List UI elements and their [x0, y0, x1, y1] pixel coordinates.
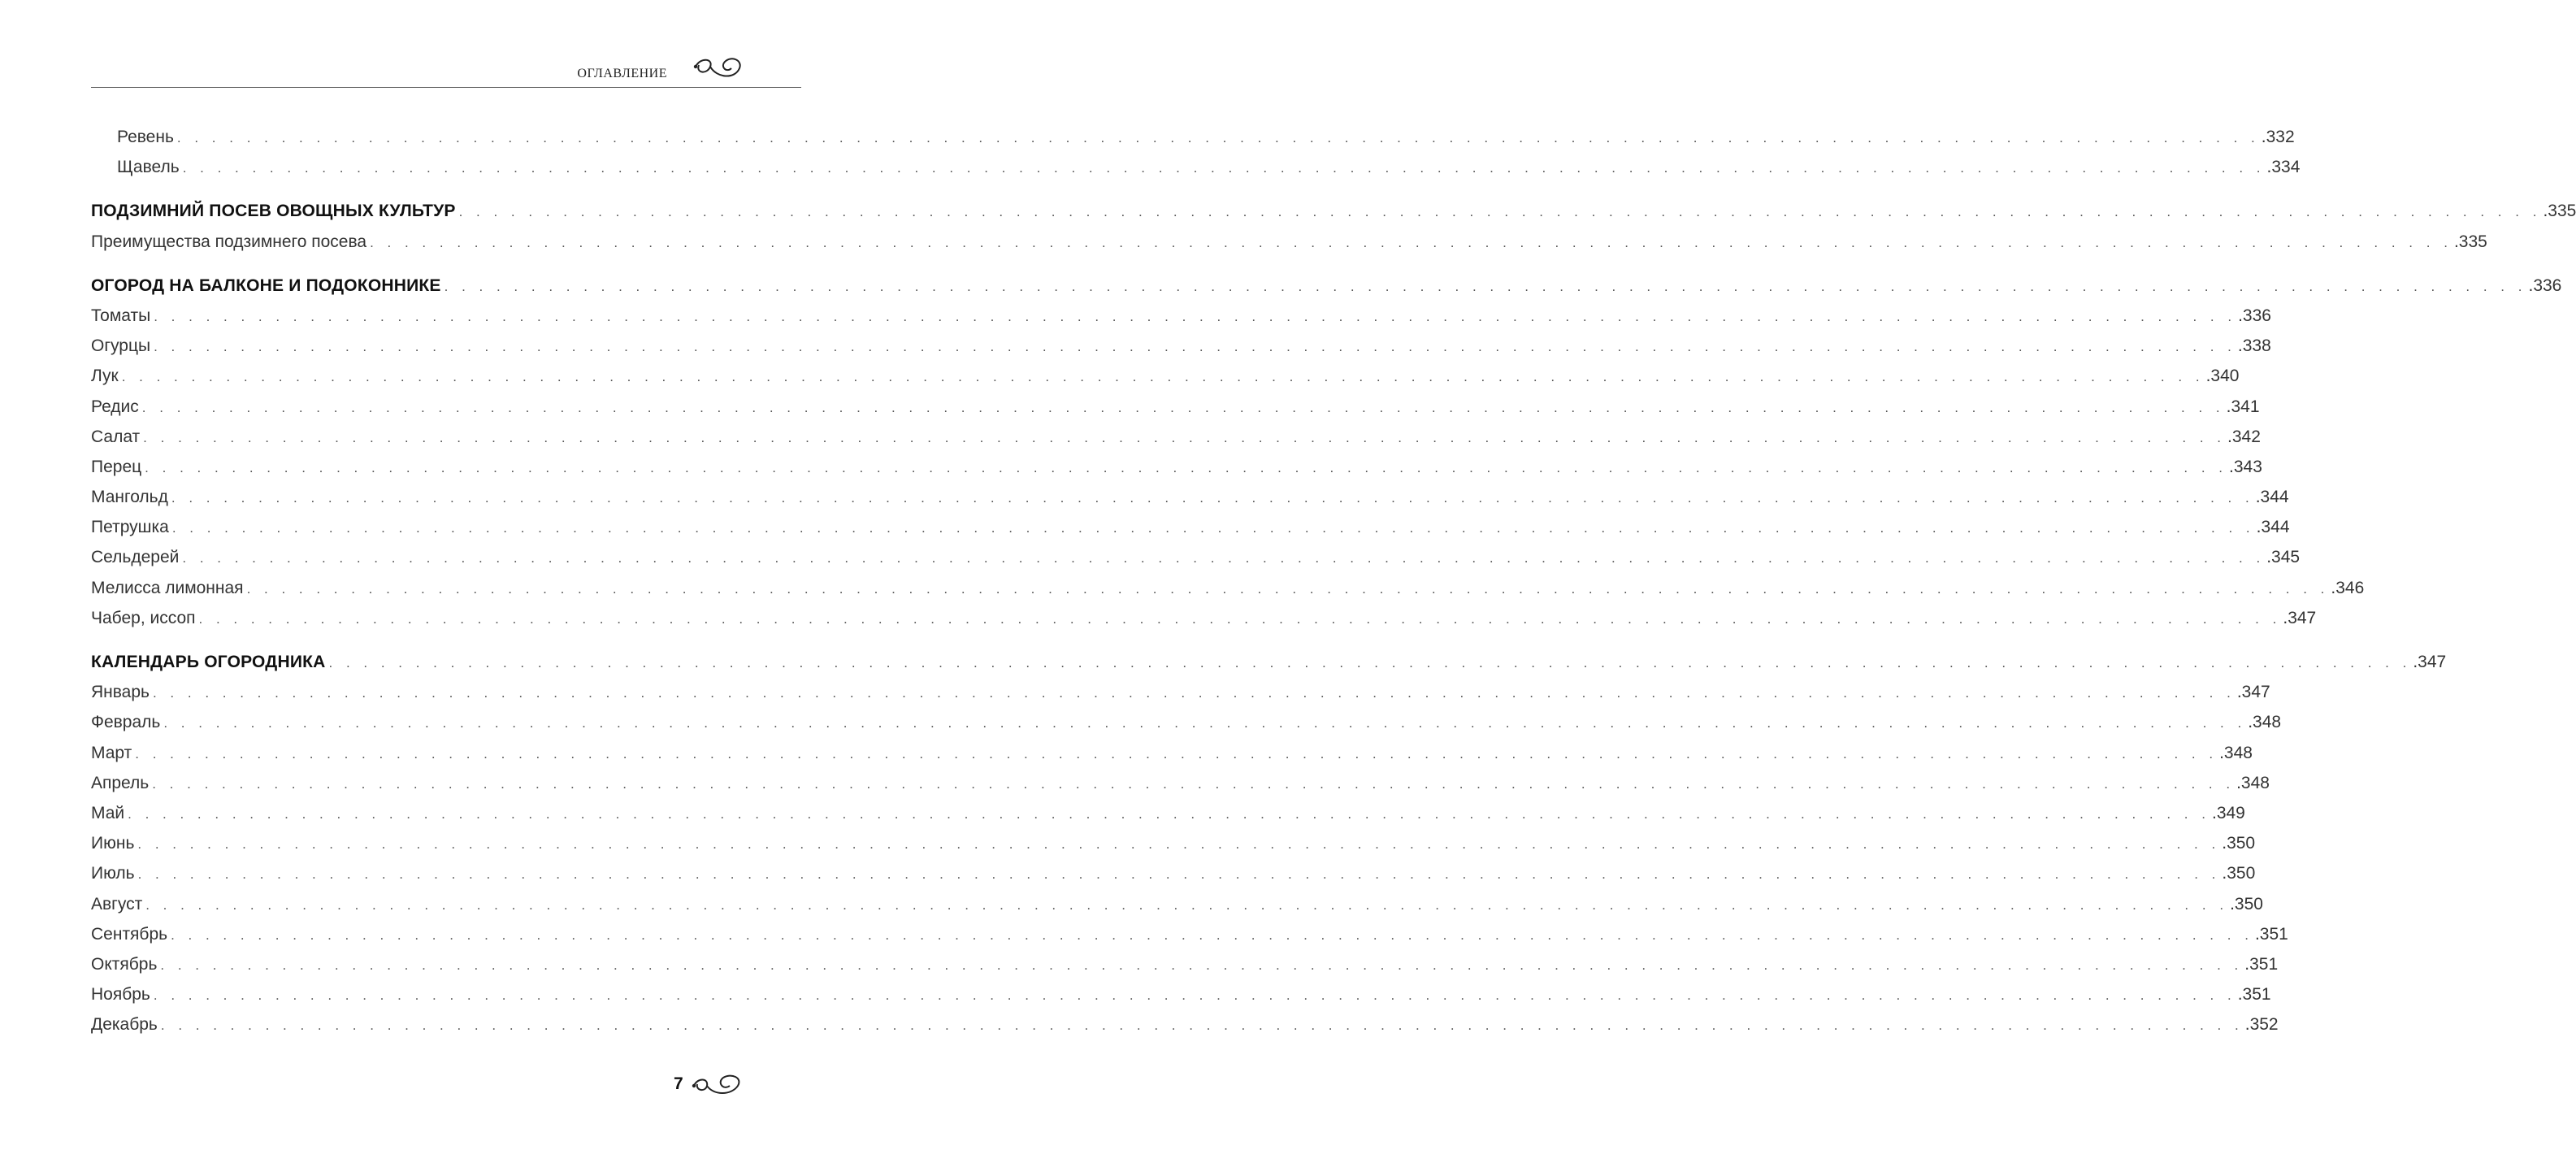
- dot-leader: . . . . . . . . . . . . . . . . . . . . . . . . . . . . . . . . . . . . . . . . . . . . . . . . . . . . . . . . . . . . . . . . . . . . . . . . . . . . . . . . . . . . . . . . . . . . . . . . . . . . . . . . . . . . . . . . . . . . . . . .: [152, 685, 2236, 701]
- dot-leader: . . . . . . . . . . . . . . . . . . . . . . . . . . . . . . . . . . . . . . . . . . . . . . . . . . . . . . . . . . . . . . . . . . . . . . . . . . . . . . . . . . . . . . . . . . . . . . . . . . . . . . . . . . . . . . . . . . . . . . . .: [152, 775, 2236, 792]
- toc-entry: [91, 512, 2290, 542]
- toc-entry-page: .348: [2248, 713, 2282, 732]
- toc-entry: [91, 858, 2256, 888]
- dot-leader: . . . . . . . . . . . . . . . . . . . . . . . . . . . . . . . . . . . . . . . . . . . . . . . . . . . . . . . . . . . . . . . . . . . . . . . . . . . . . . . . . . . . . . . . . . . . . . . . . . . . . . . . . . . . . . . . . . . . . . . .: [137, 836, 2221, 853]
- toc-entry-title: Ревень: [117, 128, 174, 146]
- dot-leader: . . . . . . . . . . . . . . . . . . . . . . . . . . . . . . . . . . . . . . . . . . . . . . . . . . . . . . . . . . . . . . . . . . . . . . . . . . . . . . . . . . . . . . . . . . . . . . . . . . . . . . . . . . . . . . . . . . . . . . . .: [182, 550, 2266, 566]
- toc-entry: [91, 889, 2263, 919]
- toc-entry-page: .347: [2413, 653, 2447, 671]
- toc-entry-title: Октябрь: [91, 954, 158, 974]
- toc-entry-page: .336: [2238, 306, 2271, 325]
- dot-leader: . . . . . . . . . . . . . . . . . . . . . . . . . . . . . . . . . . . . . . . . . . . . . . . . . . . . . . . . . . . . . . . . . . . . . . . . . . . . . . . . . . . . . . . . . . . . . . . . . . . . . . . . . . . . . . . . . . . . . . . .: [444, 278, 2527, 294]
- toc-entry-page: .334: [2266, 158, 2301, 177]
- toc-entry: [91, 392, 2260, 422]
- toc-entry: [91, 422, 2261, 452]
- dot-leader: . . . . . . . . . . . . . . . . . . . . . . . . . . . . . . . . . . . . . . . . . . . . . . . . . . . . . . . . . . . . . . . . . . . . . . . . . . . . . . . . . . . . . . . . . . . . . . . . . . . . . . . . . . . . . . . . . . . . . . . .: [171, 520, 2255, 536]
- dot-leader: . . . . . . . . . . . . . . . . . . . . . . . . . . . . . . . . . . . . . . . . . . . . . . . . . . . . . . . . . . . . . . . . . . . . . . . . . . . . . . . . . . . . . . . . . . . . . . . . . . . . . . . . . . . . . . . . . . . . . . . .: [328, 655, 2412, 670]
- toc-entry-page: .351: [2254, 924, 2288, 944]
- dot-leader: . . . . . . . . . . . . . . . . . . . . . . . . . . . . . . . . . . . . . . . . . . . . . . . . . . . . . . . . . . . . . . . . . . . . . . . . . . . . . . . . . . . . . . . . . . . . . . . . . . . . . . . . . . . . . . . . . . . . . . . .: [171, 926, 2253, 943]
- toc-entry-title: ОГОРОД НА БАЛКОНЕ И ПОДОКОННИКЕ: [91, 276, 441, 295]
- dot-leader: . . . . . . . . . . . . . . . . . . . . . . . . . . . . . . . . . . . . . . . . . . . . . . . . . . . . . . . . . . . . . . . . . . . . . . . . . . . . . . . . . . . . . . . . . . . . . . . . . . . . . . . . . . . . . . . . . . . . . . . .: [458, 204, 2542, 220]
- swirl-ornament-icon: [692, 54, 744, 83]
- toc-entry-title: КАЛЕНДАРЬ ОГОРОДНИКА: [91, 653, 326, 671]
- toc-entry-page: .351: [2244, 954, 2279, 974]
- toc-entry: [91, 949, 2279, 979]
- dot-leader: . . . . . . . . . . . . . . . . . . . . . . . . . . . . . . . . . . . . . . . . . . . . . . . . . . . . . . . . . . . . . . . . . . . . . . . . . . . . . . . . . . . . . . . . . . . . . . . . . . . . . . . . . . . . . . . . . . . . . . . .: [198, 610, 2282, 627]
- toc-entry-title: Щавель: [117, 158, 180, 177]
- toc-entry-page: .345: [2266, 548, 2301, 567]
- toc-entry: [91, 768, 2270, 798]
- toc-entry-title: Февраль: [91, 713, 161, 732]
- toc-entry: [91, 482, 2289, 512]
- toc-entry-title: ПОДЗИМНИЙ ПОСЕВ ОВОЩНЫХ КУЛЬТУР: [91, 202, 456, 221]
- toc-entry: [91, 603, 2317, 633]
- toc-entry: [91, 677, 2270, 707]
- toc-entry: [91, 919, 2288, 949]
- toc-entry: [91, 361, 2240, 391]
- toc-entry-title: Петрушка: [91, 518, 169, 537]
- toc-entry-page: .336: [2528, 276, 2562, 295]
- dot-leader: . . . . . . . . . . . . . . . . . . . . . . . . . . . . . . . . . . . . . . . . . . . . . . . . . . . . . . . . . . . . . . . . . . . . . . . . . . . . . . . . . . . . . . . . . . . . . . . . . . . . . . . . . . . . . . . . . . . . . . . .: [145, 896, 2229, 913]
- toc-entry-page: .335: [2453, 232, 2487, 251]
- toc-entry-page: .352: [2244, 1015, 2279, 1035]
- toc-entry-page: .340: [2205, 367, 2240, 386]
- dot-leader: . . . . . . . . . . . . . . . . . . . . . . . . . . . . . . . . . . . . . . . . . . . . . . . . . . . . . . . . . . . . . . . . . . . . . . . . . . . . . . . . . . . . . . . . . . . . . . . . . . . . . . . . . . . . . . . . . . . . . . . .: [160, 957, 2244, 973]
- toc-entry-page: .347: [2236, 683, 2270, 702]
- toc-section-heading: [91, 271, 2562, 301]
- toc-entry-title: Июнь: [91, 834, 135, 853]
- toc-entry-title: Июль: [91, 864, 135, 883]
- toc-entry-page: .351: [2237, 985, 2271, 1005]
- toc-entry-title: Декабрь: [91, 1015, 158, 1035]
- toc-entry-title: Огурцы: [91, 336, 151, 356]
- toc-entry-page: .349: [2211, 803, 2245, 822]
- toc-entry-title: Апрель: [91, 773, 150, 792]
- toc-entry: [91, 798, 2245, 828]
- toc-section-heading: [91, 647, 2447, 677]
- toc-entry: [91, 1009, 2279, 1039]
- toc-entry: [91, 331, 2271, 361]
- dot-leader: . . . . . . . . . . . . . . . . . . . . . . . . . . . . . . . . . . . . . . . . . . . . . . . . . . . . . . . . . . . . . . . . . . . . . . . . . . . . . . . . . . . . . . . . . . . . . . . . . . . . . . . . . . . . . . . . . . . . . . . .: [154, 308, 2237, 324]
- toc-entry-title: Май: [91, 803, 125, 822]
- toc-entry-title: Томаты: [91, 306, 151, 325]
- dot-leader: . . . . . . . . . . . . . . . . . . . . . . . . . . . . . . . . . . . . . . . . . . . . . . . . . . . . . . . . . . . . . . . . . . . . . . . . . . . . . . . . . . . . . . . . . . . . . . . . . . . . . . . . . . . . . . . . . . . . . . . .: [176, 130, 2260, 145]
- toc-entry-page: .348: [2236, 773, 2270, 792]
- toc-entry-page: .343: [2229, 457, 2262, 476]
- toc-section-heading: [91, 196, 2576, 226]
- toc-entry-title: Салат: [91, 427, 141, 446]
- toc-entry-title: Ноябрь: [91, 985, 150, 1005]
- toc-entry-page: .335: [2543, 202, 2576, 221]
- running-header: [91, 52, 801, 88]
- toc-entry-title: Мангольд: [91, 488, 168, 507]
- toc-entry: [91, 152, 2301, 182]
- toc-entry: [91, 738, 2253, 768]
- dot-leader: . . . . . . . . . . . . . . . . . . . . . . . . . . . . . . . . . . . . . . . . . . . . . . . . . . . . . . . . . . . . . . . . . . . . . . . . . . . . . . . . . . . . . . . . . . . . . . . . . . . . . . . . . . . . . . . . . . . . . . . .: [121, 369, 2205, 385]
- dot-leader: . . . . . . . . . . . . . . . . . . . . . . . . . . . . . . . . . . . . . . . . . . . . . . . . . . . . . . . . . . . . . . . . . . . . . . . . . . . . . . . . . . . . . . . . . . . . . . . . . . . . . . . . . . . . . . . . . . . . . . . .: [143, 429, 2227, 445]
- toc-entry-title: Сельдерей: [91, 548, 180, 567]
- header-rule: [91, 87, 801, 88]
- toc-entry: [91, 828, 2256, 858]
- toc-entry-title: Преимущества подзимнего посева: [91, 232, 367, 251]
- dot-leader: . . . . . . . . . . . . . . . . . . . . . . . . . . . . . . . . . . . . . . . . . . . . . . . . . . . . . . . . . . . . . . . . . . . . . . . . . . . . . . . . . . . . . . . . . . . . . . . . . . . . . . . . . . . . . . . . . . . . . . . .: [137, 866, 2221, 883]
- toc-entry-title: Январь: [91, 683, 150, 702]
- dot-leader: . . . . . . . . . . . . . . . . . . . . . . . . . . . . . . . . . . . . . . . . . . . . . . . . . . . . . . . . . . . . . . . . . . . . . . . . . . . . . . . . . . . . . . . . . . . . . . . . . . . . . . . . . . . . . . . . . . . . . . . .: [154, 339, 2236, 355]
- dot-leader: . . . . . . . . . . . . . . . . . . . . . . . . . . . . . . . . . . . . . . . . . . . . . . . . . . . . . . . . . . . . . . . . . . . . . . . . . . . . . . . . . . . . . . . . . . . . . . . . . . . . . . . . . . . . . . . . . . . . . . . .: [153, 987, 2236, 1004]
- toc-entry-title: Перец: [91, 457, 142, 476]
- dot-leader: . . . . . . . . . . . . . . . . . . . . . . . . . . . . . . . . . . . . . . . . . . . . . . . . . . . . . . . . . . . . . . . . . . . . . . . . . . . . . . . . . . . . . . . . . . . . . . . . . . . . . . . . . . . . . . . . . . . . . . . .: [135, 745, 2218, 762]
- dot-leader: . . . . . . . . . . . . . . . . . . . . . . . . . . . . . . . . . . . . . . . . . . . . . . . . . . . . . . . . . . . . . . . . . . . . . . . . . . . . . . . . . . . . . . . . . . . . . . . . . . . . . . . . . . . . . . . . . . . . . . . .: [182, 160, 2266, 176]
- toc-entry-page: .341: [2226, 397, 2260, 416]
- toc-entry: [91, 452, 2262, 482]
- dot-leader: . . . . . . . . . . . . . . . . . . . . . . . . . . . . . . . . . . . . . . . . . . . . . . . . . . . . . . . . . . . . . . . . . . . . . . . . . . . . . . . . . . . . . . . . . . . . . . . . . . . . . . . . . . . . . . . . . . . . . . . .: [246, 580, 2330, 597]
- toc-entry-page: .347: [2283, 608, 2317, 627]
- toc-entry: [91, 227, 2487, 257]
- toc-entry-title: Редис: [91, 397, 139, 416]
- table-of-contents: [91, 122, 2576, 1039]
- toc-entry-title: Август: [91, 894, 143, 913]
- toc-entry-page: .332: [2261, 128, 2295, 146]
- toc-entry-page: .350: [2230, 894, 2263, 913]
- toc-entry: [91, 301, 2271, 331]
- toc-entry-title: Сентябрь: [91, 924, 168, 944]
- dot-leader: . . . . . . . . . . . . . . . . . . . . . . . . . . . . . . . . . . . . . . . . . . . . . . . . . . . . . . . . . . . . . . . . . . . . . . . . . . . . . . . . . . . . . . . . . . . . . . . . . . . . . . . . . . . . . . . . . . . . . . . .: [171, 490, 2254, 506]
- dot-leader: . . . . . . . . . . . . . . . . . . . . . . . . . . . . . . . . . . . . . . . . . . . . . . . . . . . . . . . . . . . . . . . . . . . . . . . . . . . . . . . . . . . . . . . . . . . . . . . . . . . . . . . . . . . . . . . . . . . . . . . .: [128, 805, 2210, 822]
- toc-entry-page: .338: [2237, 336, 2271, 356]
- dot-leader: . . . . . . . . . . . . . . . . . . . . . . . . . . . . . . . . . . . . . . . . . . . . . . . . . . . . . . . . . . . . . . . . . . . . . . . . . . . . . . . . . . . . . . . . . . . . . . . . . . . . . . . . . . . . . . . . . . . . . . . .: [370, 234, 2452, 250]
- toc-entry: [91, 122, 2295, 152]
- toc-entry-page: .350: [2222, 834, 2256, 853]
- dot-leader: . . . . . . . . . . . . . . . . . . . . . . . . . . . . . . . . . . . . . . . . . . . . . . . . . . . . . . . . . . . . . . . . . . . . . . . . . . . . . . . . . . . . . . . . . . . . . . . . . . . . . . . . . . . . . . . . . . . . . . . .: [160, 1018, 2244, 1034]
- toc-entry-page: .342: [2227, 427, 2261, 446]
- page-number: 7: [674, 1074, 683, 1093]
- dot-leader: . . . . . . . . . . . . . . . . . . . . . . . . . . . . . . . . . . . . . . . . . . . . . . . . . . . . . . . . . . . . . . . . . . . . . . . . . . . . . . . . . . . . . . . . . . . . . . . . . . . . . . . . . . . . . . . . . . . . . . . .: [163, 715, 2247, 731]
- toc-entry-title: Март: [91, 743, 132, 762]
- toc-entry: [91, 979, 2271, 1009]
- toc-entry-page: .344: [2256, 518, 2290, 537]
- toc-entry-page: .346: [2331, 578, 2365, 597]
- header-title: ОГЛАВЛЕНИЕ: [577, 67, 667, 80]
- dot-leader: . . . . . . . . . . . . . . . . . . . . . . . . . . . . . . . . . . . . . . . . . . . . . . . . . . . . . . . . . . . . . . . . . . . . . . . . . . . . . . . . . . . . . . . . . . . . . . . . . . . . . . . . . . . . . . . . . . . . . . . .: [145, 459, 2228, 475]
- dot-leader: . . . . . . . . . . . . . . . . . . . . . . . . . . . . . . . . . . . . . . . . . . . . . . . . . . . . . . . . . . . . . . . . . . . . . . . . . . . . . . . . . . . . . . . . . . . . . . . . . . . . . . . . . . . . . . . . . . . . . . . .: [141, 399, 2225, 415]
- toc-entry: [91, 707, 2282, 737]
- toc-entry-title: Лук: [91, 367, 119, 386]
- toc-entry-page: .350: [2222, 864, 2256, 883]
- toc-entry-title: Чабер, иссоп: [91, 608, 196, 627]
- toc-entry: [91, 542, 2301, 572]
- swirl-ornament-icon: [691, 1071, 744, 1099]
- toc-entry-page: .348: [2219, 743, 2253, 762]
- toc-entry-page: .344: [2255, 488, 2289, 507]
- toc-entry-title: Мелисса лимонная: [91, 578, 244, 597]
- toc-entry: [91, 573, 2365, 603]
